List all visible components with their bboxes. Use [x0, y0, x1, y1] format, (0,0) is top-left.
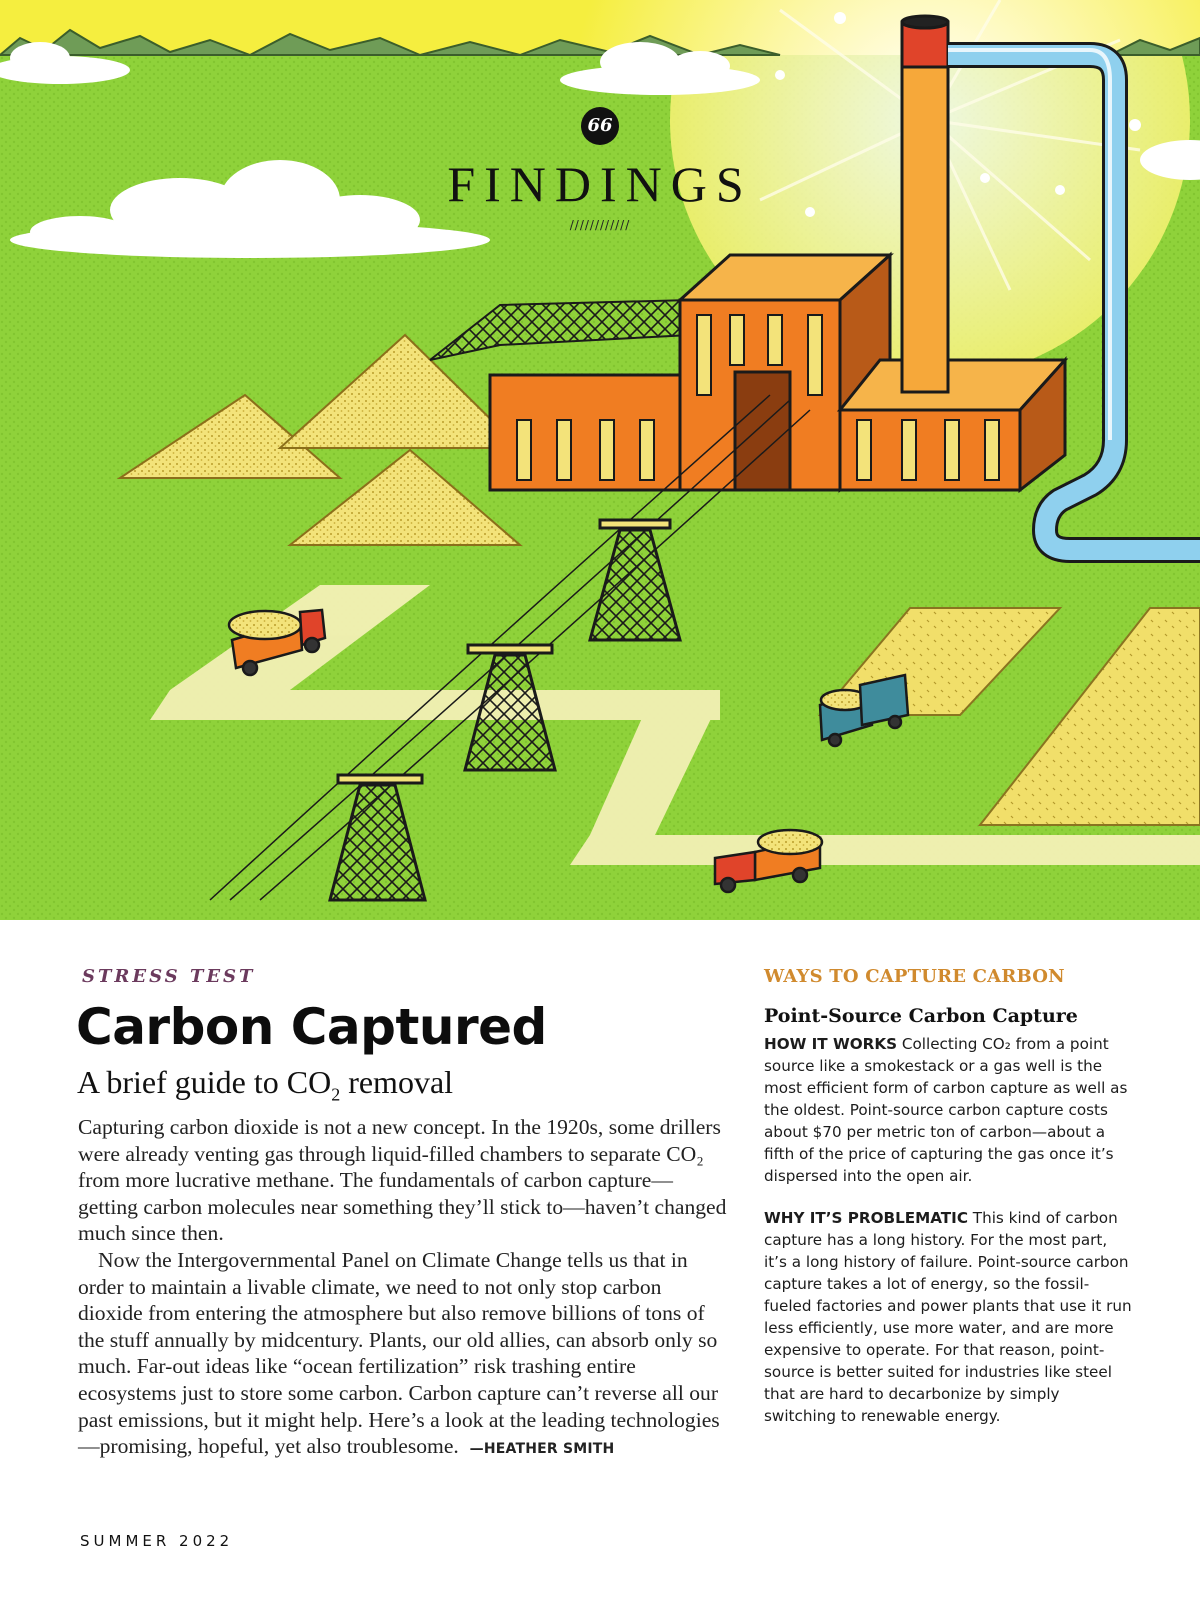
article-kicker: STRESS TEST [82, 966, 256, 987]
how-it-works-label: HOW IT WORKS [764, 1035, 898, 1053]
dek-subscript: 2 [331, 1084, 341, 1105]
sidebar-subheading: Point-Source Carbon Capture [764, 1005, 1078, 1027]
dek-text-start: A brief guide to CO [77, 1064, 332, 1100]
section-rule: //////////// [569, 218, 631, 232]
dek-text-end: removal [340, 1064, 454, 1100]
page-number-badge: 66 [581, 107, 619, 145]
problematic-label: WHY IT’S PROBLEMATIC [764, 1209, 968, 1227]
byline: —HEATHER SMITH [469, 1441, 615, 1458]
sidebar-heading: WAYS TO CAPTURE CARBON [764, 966, 1065, 987]
article-body [78, 1114, 728, 1463]
issue-footer: SUMMER 2022 [80, 1532, 234, 1550]
how-it-works-paragraph [764, 1033, 1134, 1187]
smokestack [902, 16, 948, 392]
body-paragraph-1: Capturing carbon dioxide is not a new concept. In the 1920s, some drillers were already venting gas through liquid-filled chambers to separate CO₂ from more lucrative methane. The fundamentals of carbon capture—getting carbon molecules near something they’ll stick to—haven’t changed much since then. [78, 1115, 727, 1246]
how-it-works-text: Collecting CO₂ from a point source like a smokestack or a gas well is the most efficient form of carbon capture as well as the oldest. Point-source carbon capture costs about $70 per metric ton of carbon—about a fifth of the price of capturing the gas once it’s dispersed into the open air. [764, 1035, 1128, 1185]
article-headline: Carbon Captured [76, 998, 547, 1056]
article-dek [77, 1064, 453, 1105]
sidebar [764, 966, 1134, 1427]
problematic-text: This kind of carbon capture has a long history. For the most part, it’s a long history of failure. Point-source carbon capture takes a lot of energy, so the fossil-fueled factories and power plants that use it run less efficiently, use more water, and are more expensive to operate. For that reason, point-source is better suited for industries like steel that are hard to decarbonize by simply switching to renewable energy. [764, 1209, 1132, 1425]
body-paragraph-2 [78, 1247, 728, 1463]
section-title: FINDINGS [447, 156, 753, 212]
problematic-paragraph [764, 1207, 1134, 1427]
body-paragraph-2-text: Now the Intergovernmental Panel on Climate Change tells us that in order to maintain a livable climate, we need to not only stop carbon dioxide from entering the atmosphere but also remove billions of tons of the stuff annually by midcentury. Plants, our old allies, can absorb only so much. Far-out ideas like “ocean fertilization” risk trashing entire ecosystems just to store some carbon. Carbon capture can’t reverse all our past emissions, but it might help. Here’s a look at the leading technologies—promising, hopeful, yet also troublesome. [78, 1247, 720, 1459]
